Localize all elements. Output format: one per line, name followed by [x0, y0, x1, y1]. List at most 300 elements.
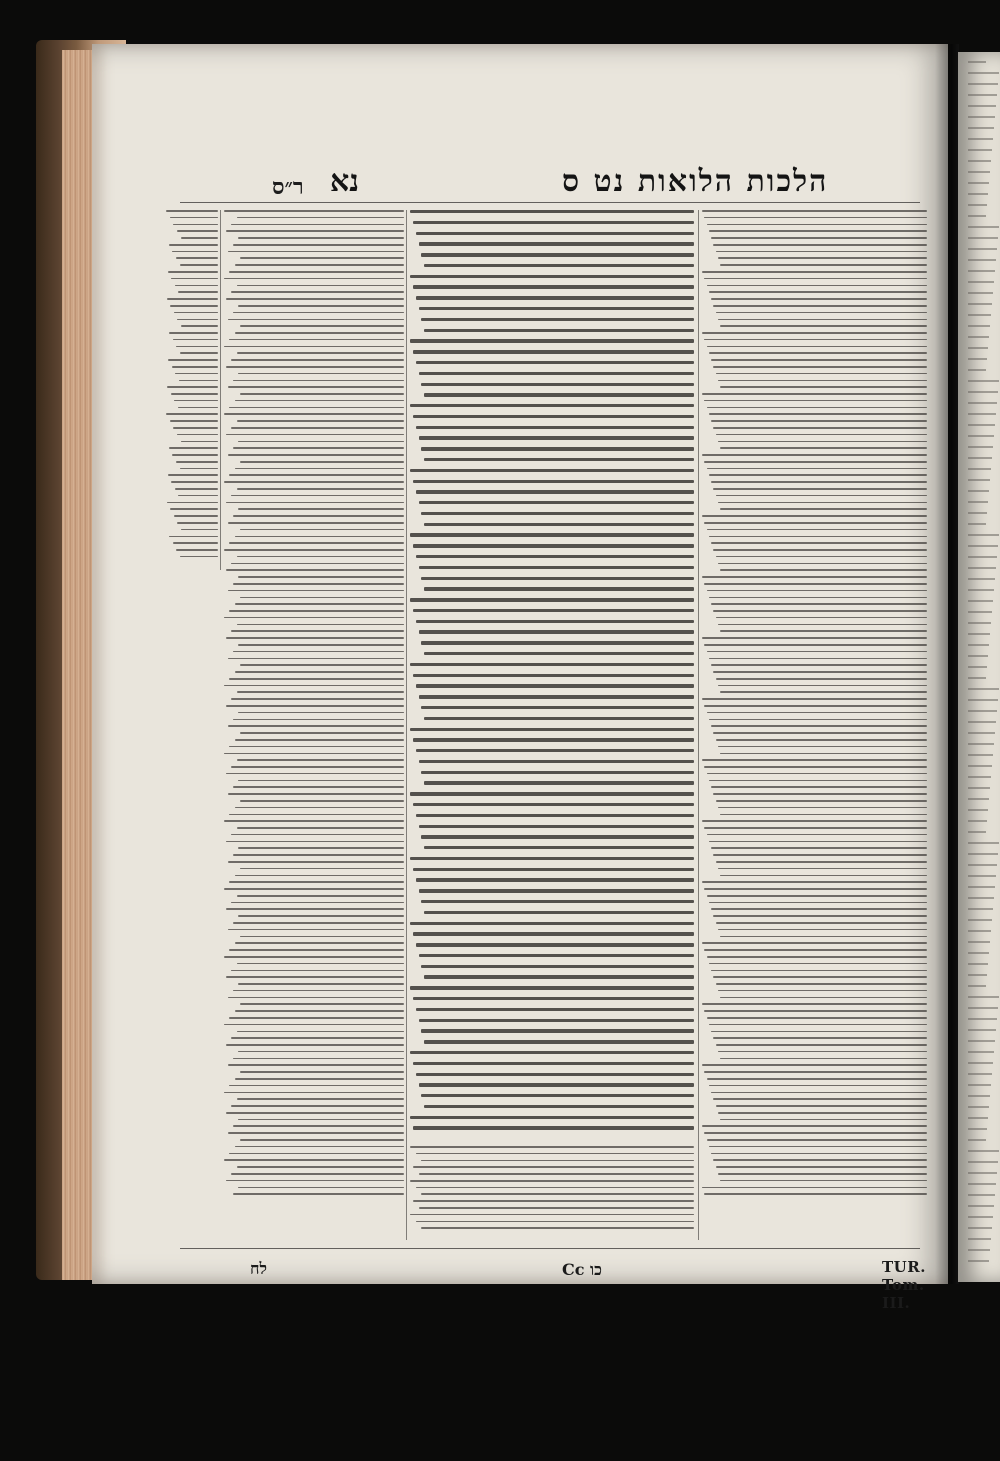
catchword: לח — [250, 1259, 267, 1278]
facing-text-line — [968, 435, 994, 437]
text-line — [180, 468, 218, 470]
text-line — [421, 383, 694, 386]
text-line — [413, 868, 694, 871]
text-line — [237, 895, 404, 897]
facing-text-line — [968, 842, 999, 844]
text-line — [174, 515, 218, 517]
facing-text-line — [968, 182, 989, 184]
text-line — [713, 305, 927, 307]
text-line — [240, 1139, 404, 1141]
text-line — [177, 319, 218, 321]
column-divider — [406, 210, 407, 1240]
facing-text-line — [968, 501, 988, 503]
text-line — [718, 807, 927, 809]
text-line — [235, 942, 404, 944]
text-line — [238, 780, 404, 782]
text-line — [424, 781, 694, 784]
text-line — [711, 725, 927, 727]
text-line — [419, 630, 694, 633]
text-line — [707, 407, 928, 409]
text-line — [416, 943, 694, 946]
text-line — [237, 1098, 404, 1100]
text-line — [410, 598, 694, 601]
text-line — [711, 847, 927, 849]
text-line — [174, 312, 218, 314]
text-line — [413, 221, 694, 224]
text-line — [720, 1058, 927, 1060]
text-line — [226, 1112, 404, 1114]
text-line — [233, 380, 404, 382]
text-line — [229, 1017, 404, 1019]
text-line — [704, 339, 927, 341]
text-line — [410, 1051, 694, 1054]
book-page — [92, 44, 948, 1312]
text-line — [424, 523, 694, 526]
text-line — [720, 569, 927, 571]
facing-text-line — [968, 116, 995, 118]
text-line — [240, 1003, 404, 1005]
facing-text-line — [968, 1062, 993, 1064]
text-line — [235, 332, 404, 334]
text-line — [169, 332, 218, 334]
text-line — [716, 739, 928, 741]
facing-text-line — [968, 61, 986, 63]
text-line — [704, 1193, 927, 1195]
text-line — [237, 624, 404, 626]
text-line — [713, 488, 927, 490]
text-line — [421, 771, 694, 774]
text-line — [716, 373, 928, 375]
facing-text-line — [968, 1205, 994, 1207]
text-line — [233, 1125, 404, 1127]
text-line — [711, 542, 927, 544]
facing-text-line — [968, 72, 999, 74]
facing-text-line — [968, 446, 993, 448]
text-line — [413, 285, 694, 288]
text-line — [416, 878, 694, 881]
text-line — [716, 678, 928, 680]
text-line — [421, 1227, 694, 1229]
facing-text-line — [968, 1249, 990, 1251]
text-line — [231, 970, 404, 972]
text-line — [170, 508, 218, 510]
text-line — [235, 671, 404, 673]
text-line — [228, 725, 404, 727]
text-line — [228, 997, 404, 999]
text-line — [709, 413, 927, 415]
text-line — [424, 652, 694, 655]
facing-text-line — [968, 1216, 993, 1218]
text-line — [238, 1051, 404, 1053]
text-line — [702, 1064, 927, 1066]
text-line — [233, 651, 404, 653]
facing-text-line — [968, 1161, 998, 1163]
text-line — [231, 1173, 404, 1175]
facing-text-line — [968, 314, 991, 316]
text-line — [410, 792, 694, 795]
text-line — [416, 1008, 694, 1011]
text-line — [720, 814, 927, 816]
text-line — [707, 1017, 928, 1019]
facing-text-line — [968, 380, 999, 382]
facing-text-line — [968, 523, 986, 525]
text-line — [226, 569, 404, 571]
text-line — [707, 773, 928, 775]
text-line — [233, 719, 404, 721]
text-line — [716, 922, 928, 924]
text-line — [711, 298, 927, 300]
text-line — [421, 1160, 694, 1162]
text-line — [228, 929, 404, 931]
text-line — [166, 210, 218, 212]
text-line — [228, 861, 404, 863]
text-line — [231, 1037, 404, 1039]
text-line — [416, 1187, 694, 1189]
facing-text-line — [968, 1194, 995, 1196]
facing-text-line — [968, 226, 999, 228]
text-line — [421, 1193, 694, 1195]
text-line — [711, 420, 927, 422]
text-line — [229, 542, 404, 544]
text-line — [226, 637, 404, 639]
text-line — [704, 827, 927, 829]
text-line — [229, 949, 404, 951]
text-line — [718, 563, 927, 565]
facing-text-line — [968, 1172, 997, 1174]
text-line — [229, 407, 404, 409]
text-line — [233, 854, 404, 856]
text-line — [229, 610, 404, 612]
text-line — [711, 664, 927, 666]
text-line — [240, 529, 404, 531]
text-line — [228, 319, 404, 321]
text-line — [419, 372, 694, 375]
text-line — [416, 232, 694, 235]
text-line — [709, 1024, 927, 1026]
text-line — [176, 461, 218, 463]
text-line — [410, 1180, 694, 1182]
text-line — [228, 454, 404, 456]
text-line — [709, 597, 927, 599]
facing-text-line — [968, 138, 993, 140]
text-line — [413, 932, 694, 935]
text-line — [180, 264, 218, 266]
text-line — [707, 895, 928, 897]
text-line — [237, 1166, 404, 1168]
text-line — [711, 237, 927, 239]
text-line — [231, 495, 404, 497]
text-line — [419, 760, 694, 763]
text-line — [720, 753, 927, 755]
text-line — [237, 759, 404, 761]
text-line — [709, 536, 927, 538]
text-line — [716, 1105, 928, 1107]
text-line — [228, 590, 404, 592]
facing-text-line — [968, 666, 987, 668]
text-line — [410, 339, 694, 342]
text-line — [238, 1187, 404, 1189]
text-line — [231, 1105, 404, 1107]
facing-text-line — [968, 160, 991, 162]
text-line — [177, 230, 218, 232]
main-text-column — [410, 210, 694, 1140]
text-line — [718, 990, 927, 992]
text-line — [235, 1078, 404, 1080]
text-line — [238, 983, 404, 985]
text-line — [413, 803, 694, 806]
facing-text-line — [968, 259, 996, 261]
text-line — [704, 1071, 927, 1073]
text-line — [238, 644, 404, 646]
facing-text-line — [968, 369, 986, 371]
text-line — [235, 536, 404, 538]
text-line — [421, 641, 694, 644]
text-line — [718, 441, 927, 443]
text-line — [413, 415, 694, 418]
text-line — [416, 620, 694, 623]
text-line — [419, 954, 694, 957]
text-line — [410, 986, 694, 989]
facing-text-line — [968, 567, 996, 569]
text-line — [421, 965, 694, 968]
text-line — [169, 244, 218, 246]
facing-text-line — [968, 853, 998, 855]
text-line — [716, 556, 928, 558]
text-line — [720, 997, 927, 999]
text-line — [413, 1126, 694, 1129]
text-line — [702, 942, 927, 944]
text-line — [233, 312, 404, 314]
facing-text-line — [968, 391, 998, 393]
facing-text-line — [968, 655, 988, 657]
text-line — [424, 458, 694, 461]
text-line — [178, 407, 218, 409]
text-line — [226, 1044, 404, 1046]
text-line — [176, 346, 218, 348]
facing-text-line — [968, 589, 994, 591]
text-line — [181, 529, 218, 531]
text-line — [702, 1003, 927, 1005]
facing-text-line — [968, 886, 995, 888]
text-line — [172, 454, 218, 456]
text-line — [175, 373, 218, 375]
text-line — [224, 1024, 404, 1026]
text-line — [716, 1044, 928, 1046]
text-line — [231, 291, 404, 293]
text-line — [419, 825, 694, 828]
text-line — [424, 975, 694, 978]
text-line — [416, 1153, 694, 1155]
text-line — [704, 1132, 927, 1134]
facing-text-line — [968, 204, 987, 206]
text-line — [707, 651, 928, 653]
text-line — [233, 447, 404, 449]
text-line — [720, 1119, 927, 1121]
text-line — [416, 814, 694, 817]
text-line — [235, 603, 404, 605]
text-line — [707, 529, 928, 531]
text-line — [416, 1221, 694, 1223]
text-line — [716, 983, 928, 985]
text-line — [238, 915, 404, 917]
text-line — [424, 846, 694, 849]
text-line — [181, 325, 218, 327]
text-line — [226, 976, 404, 978]
volume-signature: TUR. Tom. III. — [882, 1258, 926, 1312]
facing-text-line — [968, 358, 987, 360]
folio-number: נא — [330, 164, 360, 199]
text-line — [413, 609, 694, 612]
text-line — [702, 1125, 927, 1127]
text-line — [704, 522, 927, 524]
facing-text-line — [968, 556, 997, 558]
text-line — [224, 1092, 404, 1094]
facing-text-line — [968, 776, 991, 778]
text-line — [713, 1037, 927, 1039]
facing-text-line — [968, 1029, 996, 1031]
text-line — [410, 663, 694, 666]
facing-text-line — [968, 765, 992, 767]
text-line — [718, 624, 927, 626]
text-line — [702, 576, 927, 578]
text-line — [169, 536, 218, 538]
text-line — [707, 956, 928, 958]
text-line — [240, 325, 404, 327]
text-line — [416, 426, 694, 429]
column-divider — [698, 210, 699, 1240]
text-line — [168, 271, 218, 273]
text-line — [235, 264, 404, 266]
text-line — [711, 1092, 927, 1094]
text-line — [235, 1010, 404, 1012]
facing-text-line — [968, 688, 999, 690]
gutter-shadow — [935, 44, 959, 1284]
text-line — [410, 1116, 694, 1119]
text-line — [707, 224, 928, 226]
text-line — [224, 413, 404, 415]
text-line — [718, 685, 927, 687]
text-line — [421, 318, 694, 321]
text-line — [229, 678, 404, 680]
facing-text-line — [968, 292, 993, 294]
text-line — [702, 454, 927, 456]
text-line — [421, 447, 694, 450]
text-line — [709, 780, 927, 782]
text-line — [229, 746, 404, 748]
text-line — [716, 495, 928, 497]
text-line — [176, 549, 218, 551]
text-line — [169, 447, 218, 449]
text-line — [713, 671, 927, 673]
text-line — [711, 359, 927, 361]
text-line — [413, 480, 694, 483]
text-line — [704, 644, 927, 646]
text-line — [166, 413, 218, 415]
text-line — [240, 732, 404, 734]
text-line — [711, 481, 927, 483]
facing-text-line — [968, 281, 994, 283]
text-line — [413, 350, 694, 353]
text-line — [229, 339, 404, 341]
facing-text-line — [968, 864, 997, 866]
facing-text-line — [968, 193, 988, 195]
text-line — [711, 970, 927, 972]
text-line — [178, 495, 218, 497]
text-line — [720, 386, 927, 388]
text-line — [419, 307, 694, 310]
text-line — [237, 420, 404, 422]
facing-text-line — [968, 1007, 998, 1009]
text-line — [707, 590, 928, 592]
facing-text-line — [968, 248, 997, 250]
text-line — [704, 461, 927, 463]
text-line — [709, 841, 927, 843]
text-line — [424, 587, 694, 590]
folio-rd: ר״ס — [272, 174, 304, 200]
text-line — [170, 305, 218, 307]
text-line — [711, 908, 927, 910]
text-line — [716, 617, 928, 619]
text-line — [718, 380, 927, 382]
text-line — [224, 820, 404, 822]
text-line — [702, 515, 927, 517]
text-line — [702, 881, 927, 883]
text-line — [713, 793, 927, 795]
text-line — [707, 712, 928, 714]
text-line — [720, 325, 927, 327]
text-line — [707, 468, 928, 470]
text-line — [704, 888, 927, 890]
text-line — [704, 278, 927, 280]
text-line — [413, 544, 694, 547]
facing-text-line — [968, 974, 987, 976]
text-line — [177, 434, 218, 436]
text-line — [707, 1139, 928, 1141]
text-line — [720, 1180, 927, 1182]
facing-text-line — [968, 611, 992, 613]
text-line — [410, 533, 694, 536]
text-line — [235, 807, 404, 809]
text-line — [179, 380, 218, 382]
text-line — [421, 577, 694, 580]
text-line — [170, 217, 218, 219]
text-line — [410, 469, 694, 472]
text-line — [704, 766, 927, 768]
facing-text-line — [968, 721, 996, 723]
facing-text-line — [968, 820, 987, 822]
facing-text-line — [968, 1139, 986, 1141]
facing-text-line — [968, 699, 998, 701]
text-line — [180, 556, 218, 558]
text-line — [410, 210, 694, 213]
text-line — [240, 597, 404, 599]
facing-text-line — [968, 457, 992, 459]
column-divider — [220, 210, 221, 570]
text-line — [413, 1166, 694, 1168]
text-line — [231, 834, 404, 836]
facing-text-line — [968, 908, 993, 910]
text-line — [709, 902, 927, 904]
text-line — [231, 359, 404, 361]
facing-text-line — [968, 83, 998, 85]
text-line — [240, 800, 404, 802]
text-line — [709, 1085, 927, 1087]
text-line — [421, 1029, 694, 1032]
text-line — [410, 1146, 694, 1148]
text-line — [180, 352, 218, 354]
text-line — [235, 875, 404, 877]
text-line — [419, 1083, 694, 1086]
